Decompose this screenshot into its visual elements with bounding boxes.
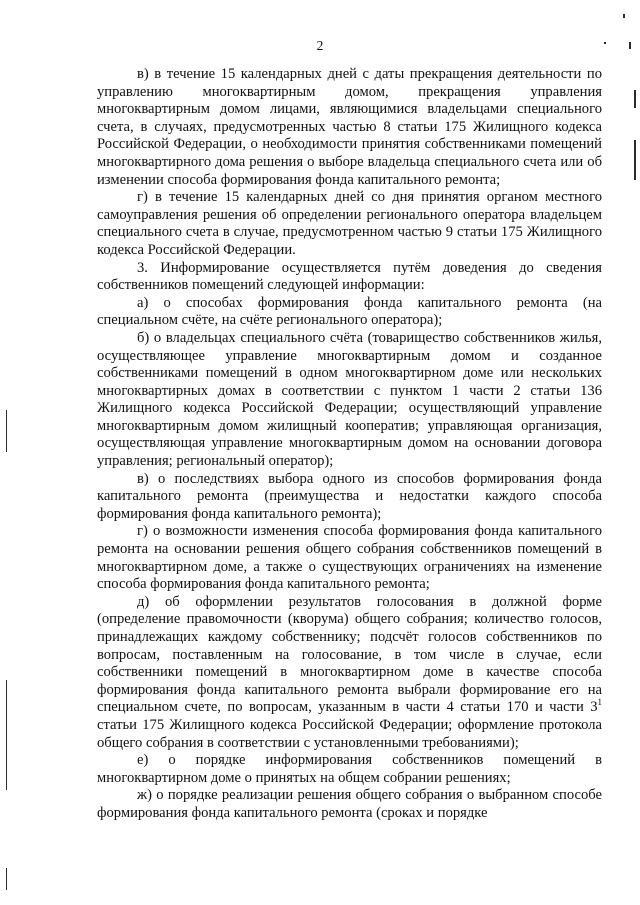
paragraph-item-zh: ж) о порядке реализации решения общего собрания о выбранном способе формирования фонда капитального ремонта (сроках и порядке: [97, 787, 602, 821]
scan-artifact: [6, 868, 7, 890]
document-body: [97, 66, 602, 823]
paragraph-item-d-part1: д) об оформлении результатов голосования в должной форме (определение правомочности (кворума) общего собрания; количество голосов, принадлежащих каждому собственнику; подсчёт голосов собственников по вопросам, поставленным на голосование, в том числе в случае, если собственники помещений в многоквартирном доме в качестве способа формирования фонда капитального ремонта выбрали формирование его на специальном счете, по вопросам, указанным в части 4 статьи 170 и части 3: [97, 593, 602, 716]
scan-artifact: [604, 42, 606, 44]
scan-artifact: [623, 14, 625, 18]
superscript-index: 1: [597, 697, 602, 708]
paragraph-item-b: б) о владельцах специального счёта (товарищество собственников жилья, осуществляющее управление многоквартирным домом и созданное собственниками помещений в одном многоквартирном доме или нескольких многоквартирных домах в соответствии с пунктом 1 части 2 статьи 136 Жилищного кодекса Российской Федерации; осуществляющий управление многоквартирным домом жилищный кооператив; управляющая организация, осуществляющая управление многоквартирным домом на основании договора управления; региональный оператор);: [97, 329, 602, 470]
paragraph-section-3: 3. Информирование осуществляется путём доведения до сведения собственников помещений следующей информации:: [97, 259, 602, 294]
scan-artifact: [6, 680, 7, 790]
paragraph-item-d-part2: статьи 175 Жилищного кодекса Российской Федерации; оформление протокола общего собрания в соответствии с установленными требованиями);: [97, 716, 602, 751]
scan-artifact: [629, 42, 631, 49]
page-number: 2: [316, 38, 324, 53]
paragraph-item-g-deadline: г) в течение 15 календарных дней со дня принятия органом местного самоуправления решения об определении регионального оператора владельцем специального счета в случае, предусмотренном частью 9 статьи 175 Жилищного кодекса Российской Федерации.: [97, 189, 602, 258]
paragraph-item-v-deadline: в) в течение 15 календарных дней с даты прекращения деятельности по управлению многоквартирным домом, прекращения управления многоквартирным домом лицами, являющимися владельцами специального счета, в случаях, предусмотренных частью 8 статьи 175 Жилищного кодекса Российской Федерации, о необходимости принятия собственниками помещений многоквартирного дома решения о выборе владельца специального счета или об изменении способа формирования фонда капитального ремонта;: [97, 66, 602, 188]
paragraph-item-a: а) о способах формирования фонда капитального ремонта (на специальном счёте, на счёте регионального оператора);: [97, 294, 602, 329]
scan-artifact: [634, 140, 636, 180]
scan-artifact: [6, 410, 7, 452]
paragraph-item-d: [97, 594, 602, 752]
paragraph-item-v-consequences: в) о последствиях выбора одного из способов формирования фонда капитального ремонта (преимущества и недостатки каждого способа формирования фонда капитального ремонта);: [97, 470, 602, 522]
paragraph-item-g-change: г) о возможности изменения способа формирования фонда капитального ремонта на основании решения общего собрания собственников помещений в многоквартирном доме, а также о существующих ограничениях на изменение способа формирования фонда капитального ремонта;: [97, 523, 602, 593]
scan-artifact: [634, 90, 636, 108]
paragraph-item-e: е) о порядке информирования собственников помещений в многоквартирном доме о принятых на общем собрании решениях;: [97, 752, 602, 786]
